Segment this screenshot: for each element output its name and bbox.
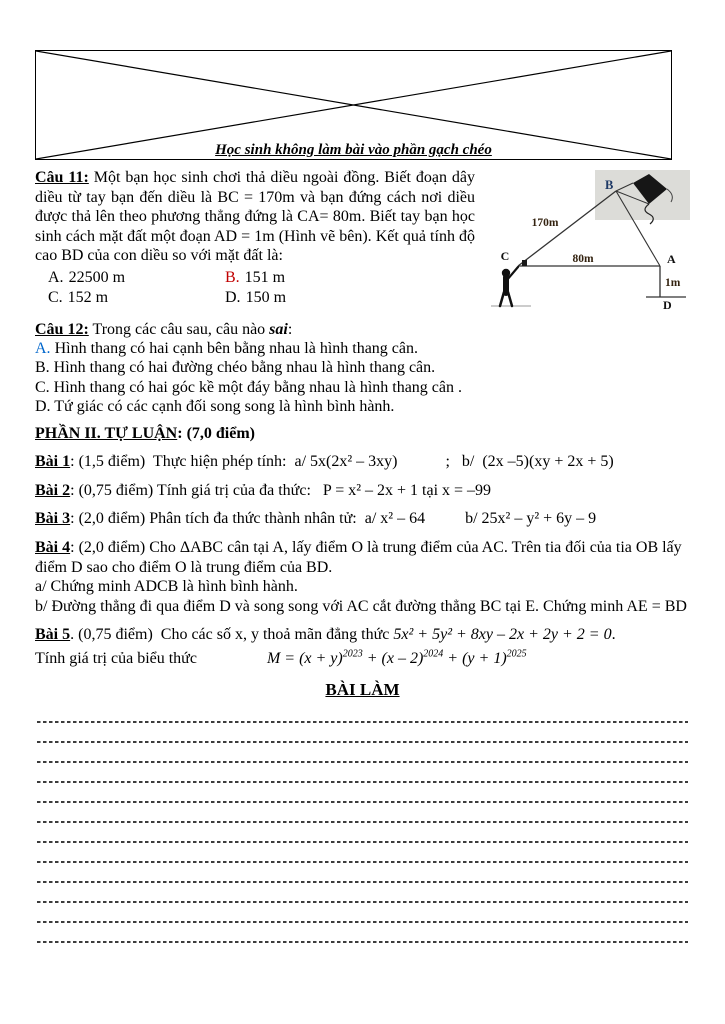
answer-line	[35, 807, 690, 827]
q12-intro-emphasis: sai	[269, 321, 288, 338]
answer-line	[35, 787, 690, 807]
q12-option-b	[35, 358, 690, 377]
answer-line	[35, 847, 690, 867]
answer-line	[35, 767, 690, 787]
exercise-1-text: : (1,5 điểm) Thực hiện phép tính: a/ 5x(2x² – 3xy) ; b/ (2x –5)(xy + 2x + 5)	[70, 453, 614, 471]
kite-diagram	[483, 170, 690, 312]
length-label-ca: 80m	[572, 253, 594, 265]
option-label: D.	[35, 397, 51, 415]
part2-points: : (7,0 điểm)	[177, 424, 255, 442]
answer-label: A.	[48, 268, 64, 286]
exercise-3-text: : (2,0 điểm) Phân tích đa thức thành nhân tử: a/ x² – 64 b/ 25x² – y² + 6y – 9	[70, 510, 597, 528]
option-label: B.	[35, 359, 50, 377]
point-label-a: A	[667, 252, 676, 266]
point-label-b: B	[605, 178, 614, 192]
exercise-4-part-a: a/ Chứng minh ADCB là hình bình hành.	[35, 578, 298, 596]
exercise-1	[35, 452, 690, 472]
q12-option-d	[35, 397, 690, 416]
q11-label: Câu 11:	[35, 169, 89, 186]
exercise-5	[35, 625, 690, 668]
question-11	[35, 168, 690, 314]
answer-line	[35, 707, 690, 727]
length-label-ad: 1m	[665, 277, 681, 289]
q12-intro	[35, 320, 690, 339]
answer-option-a	[48, 268, 225, 288]
part2-title: PHẦN II. TỰ LUẬN	[35, 424, 178, 442]
answer-option-c	[48, 288, 225, 308]
option-label-highlighted: A.	[35, 340, 51, 358]
answer-text: 150 m	[245, 289, 287, 307]
answer-lines	[35, 707, 690, 947]
exercise-5-m-line	[35, 649, 690, 669]
part2-heading	[35, 424, 690, 444]
answer-label-correct: B.	[225, 268, 240, 286]
question-12	[35, 320, 690, 416]
point-label-c: C	[500, 249, 510, 263]
m-part: + (x – 2)	[362, 649, 424, 667]
q12-intro-post: :	[287, 321, 293, 338]
kite-diagram-svg	[483, 170, 690, 312]
option-text: Tứ giác có các cạnh đối song song là hình bình hành.	[50, 397, 395, 415]
crossed-out-box	[35, 50, 672, 160]
answer-label: D.	[225, 289, 241, 307]
m-part: M = (x + y)	[266, 649, 343, 667]
answer-line	[35, 887, 690, 907]
exercise-5-pre: . (0,75 điểm) Cho các số x, y thoả mãn đẳng thức	[70, 626, 394, 644]
q12-intro-pre: Trong các câu sau, câu nào	[88, 321, 270, 338]
m-exponent: 2023	[342, 648, 363, 660]
exercise-3	[35, 509, 690, 529]
option-text: Hình thang có hai góc kề một đáy bằng nhau là hình thang cân .	[49, 378, 463, 396]
bailam-heading: BÀI LÀM	[325, 680, 400, 700]
answer-text: 152 m	[67, 289, 109, 307]
exercise-1-label: Bài 1	[35, 453, 71, 471]
q12-option-c	[35, 378, 690, 397]
point-label-d: D	[663, 298, 672, 312]
answer-line	[35, 907, 690, 927]
option-label: C.	[35, 378, 50, 396]
exercise-5-post: .	[611, 626, 616, 644]
q11-answers	[48, 268, 475, 308]
exercise-4-label: Bài 4	[35, 539, 71, 556]
answer-line	[35, 727, 690, 747]
exercise-4-part-b: b/ Đường thẳng đi qua điểm D và song song với AC cắt đường thẳng BC tại E. Chứng minh AE = BD	[35, 597, 687, 615]
exercise-4	[35, 538, 690, 616]
answer-option-b	[225, 268, 475, 288]
exercise-4-main	[35, 538, 690, 577]
person-figure	[500, 267, 518, 306]
q11-body: Một bạn học sinh chơi thả diều ngoài đồng. Biết đoạn dây diều từ tay bạn đến diều là BC = 170m và bạn đứng cách nơi diều được thả lên theo phương thẳng đứng là CA= 80m. Biết tay bạn học sinh cách mặt đất một đoạn AD = 1m (Hình vẽ bên). Kết quả tính độ cao BD của con diều so với mặt đất là:	[35, 169, 475, 265]
answer-text: 151 m	[244, 268, 286, 286]
exercise-2-text: : (0,75 điểm) Tính giá trị của đa thức: P = x² – 2x + 1 tại x = –99	[70, 481, 492, 499]
option-text: Hình thang có hai đường chéo bằng nhau là hình thang cân.	[49, 359, 436, 377]
m-exponent: 2024	[423, 648, 444, 660]
exercise-2-label: Bài 2	[35, 481, 71, 499]
m-expression	[267, 650, 527, 667]
m-exponent: 2025	[506, 648, 527, 660]
m-line-label: Tính giá trị của biểu thức	[35, 649, 197, 667]
exercise-5-label: Bài 5	[35, 626, 71, 644]
answer-option-d	[225, 288, 475, 308]
exercise-4-text: : (2,0 điểm) Cho ΔABC cân tại A, lấy điểm O là trung điểm của AC. Trên tia đối của tia OB lấy điểm D sao cho điểm O là trung điểm của BD.	[35, 539, 682, 576]
answer-line	[35, 867, 690, 887]
notice-text: Học sinh không làm bài vào phần gạch chéo	[215, 141, 492, 158]
q12-option-a	[35, 339, 690, 358]
exercise-3-label: Bài 3	[35, 510, 71, 528]
length-label-bc: 170m	[531, 217, 559, 229]
exercise-5-main	[35, 625, 690, 645]
answer-line	[35, 827, 690, 847]
exercise-2	[35, 481, 690, 501]
q12-label: Câu 12:	[35, 321, 89, 338]
answer-label: C.	[48, 289, 63, 307]
exercise-5-equation: 5x² + 5y² + 8xy – 2x + 2y + 2 = 0	[393, 626, 612, 644]
answer-line	[35, 747, 690, 767]
option-text: Hình thang có hai cạnh bên bằng nhau là hình thang cân.	[50, 340, 419, 358]
m-part: + (y + 1)	[443, 649, 507, 667]
answer-line	[35, 927, 690, 947]
answer-text: 22500 m	[68, 268, 126, 286]
